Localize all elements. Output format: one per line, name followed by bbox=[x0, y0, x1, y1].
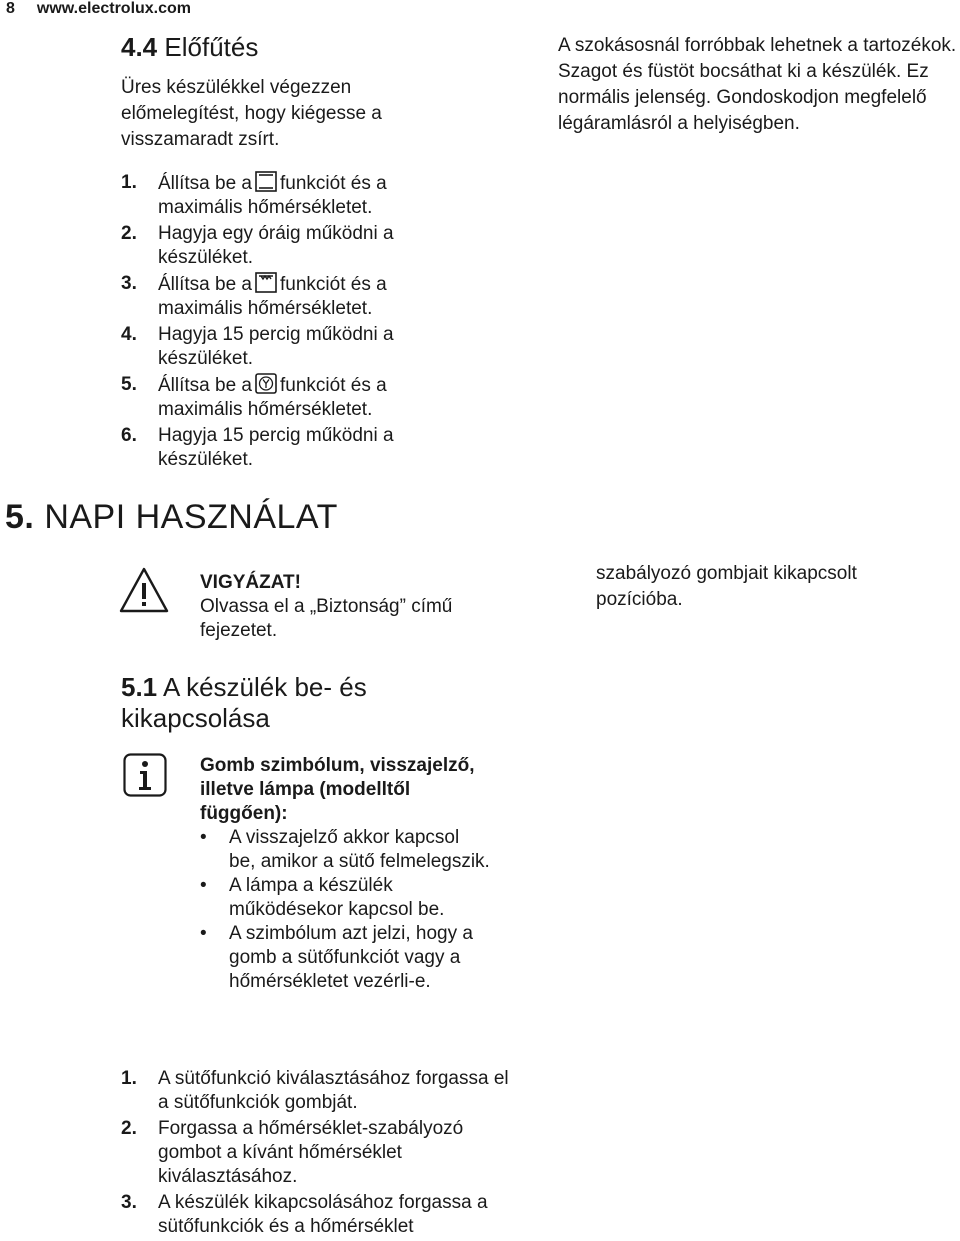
step-item bbox=[121, 1067, 521, 1115]
page-number: 8 bbox=[6, 0, 15, 17]
section-5-1-heading bbox=[121, 672, 441, 734]
continuation-text: szabályozó gombjait kikapcsolt pozícióba. bbox=[596, 563, 857, 610]
step-number: 1. bbox=[121, 172, 137, 193]
info-bullet-list bbox=[200, 826, 490, 994]
section-number: 5. bbox=[5, 498, 35, 536]
step-number: 1. bbox=[121, 1068, 137, 1089]
website-url[interactable]: www.electrolux.com bbox=[36, 0, 192, 17]
step-number: 5. bbox=[121, 374, 137, 395]
fan-heat-icon bbox=[255, 373, 277, 394]
step-text: Hagyja 15 percig működni a készüléket. bbox=[158, 425, 394, 470]
section-title: Előfűtés bbox=[164, 32, 259, 62]
warning-text: Olvassa el a „Biztonság” című fejezetet. bbox=[200, 596, 453, 641]
conventional-heat-icon bbox=[255, 171, 277, 192]
onoff-steps bbox=[121, 1067, 521, 1241]
step-text-before: Állítsa be a bbox=[158, 375, 252, 396]
list-item bbox=[200, 922, 490, 994]
step-text-before: Állítsa be a bbox=[158, 173, 252, 194]
step-text: Hagyja egy óráig működni a készüléket. bbox=[158, 223, 394, 268]
bullet-text: A visszajelző akkor kapcsol be, amikor a sütő felmelegszik. bbox=[229, 827, 490, 872]
preheat-steps bbox=[121, 171, 451, 474]
grill-icon bbox=[255, 272, 277, 293]
step-text-after: funkciót és a maximális hőmérsékletet. bbox=[158, 375, 387, 420]
bullet-text: A lámpa a készülék működésekor kapcsol be. bbox=[229, 875, 445, 920]
step-item bbox=[121, 171, 451, 220]
preheat-intro: Üres készülékkel végezzen előmelegítést, hogy kiégesse a visszamaradt zsírt. bbox=[121, 77, 382, 150]
step-number: 4. bbox=[121, 324, 137, 345]
step-item bbox=[121, 222, 451, 270]
warning-title: VIGYÁZAT! bbox=[200, 572, 301, 593]
warning-triangle-icon bbox=[118, 566, 170, 614]
step-item bbox=[121, 272, 451, 321]
step-item bbox=[121, 424, 451, 472]
step-number: 2. bbox=[121, 223, 137, 244]
step-text: A készülék kikapcsolásához forgassa a sütőfunkciók és a hőmérséklet bbox=[158, 1192, 488, 1237]
step-text-after: funkciót és a maximális hőmérsékletet. bbox=[158, 173, 387, 218]
step-text: Forgassa a hőmérséklet-szabályozó gombot a kívánt hőmérséklet kiválasztásához. bbox=[158, 1118, 464, 1187]
step-text-before: Állítsa be a bbox=[158, 274, 252, 295]
info-icon bbox=[123, 753, 167, 797]
step-text: Hagyja 15 percig működni a készüléket. bbox=[158, 324, 394, 369]
bullet-text: A szimbólum azt jelzi, hogy a gomb a sütőfunkciót vagy a hőmérsékletet vezérli-e. bbox=[229, 923, 473, 992]
bullet-dot: • bbox=[200, 923, 207, 944]
step-item bbox=[121, 1117, 521, 1189]
section-title: A készülék be- és kikapcsolása bbox=[121, 672, 367, 733]
step-number: 2. bbox=[121, 1118, 137, 1139]
step-item bbox=[121, 373, 451, 422]
step-number: 3. bbox=[121, 273, 137, 294]
preheat-note: A szokásosnál forróbbak lehetnek a tartozékok. Szagot és füstöt bocsáthat ki a készülék. Ez normális jelenség. Gondoskodjon megfelelő légáramlásról a helyiségben. bbox=[558, 35, 957, 134]
bullet-dot: • bbox=[200, 875, 207, 896]
section-5-heading bbox=[5, 498, 338, 537]
step-text-after: funkciót és a maximális hőmérsékletet. bbox=[158, 274, 387, 319]
section-4-4-heading bbox=[121, 32, 258, 63]
section-number: 5.1 bbox=[121, 672, 158, 702]
bullet-dot: • bbox=[200, 827, 207, 848]
section-title: NAPI HASZNÁLAT bbox=[44, 498, 338, 536]
step-number: 3. bbox=[121, 1192, 137, 1213]
info-block bbox=[200, 754, 490, 994]
list-item bbox=[200, 826, 490, 874]
step-item bbox=[121, 1191, 521, 1239]
step-text: A sütőfunkció kiválasztásához forgassa el a sütőfunkciók gombját. bbox=[158, 1068, 509, 1113]
section-number: 4.4 bbox=[121, 32, 158, 62]
info-heading: Gomb szimbólum, visszajelző, illetve lámpa (modelltől függően): bbox=[200, 755, 475, 824]
step-number: 6. bbox=[121, 425, 137, 446]
list-item bbox=[200, 874, 490, 922]
step-item bbox=[121, 323, 451, 371]
page-header bbox=[6, 0, 191, 18]
warning-block bbox=[200, 571, 460, 643]
